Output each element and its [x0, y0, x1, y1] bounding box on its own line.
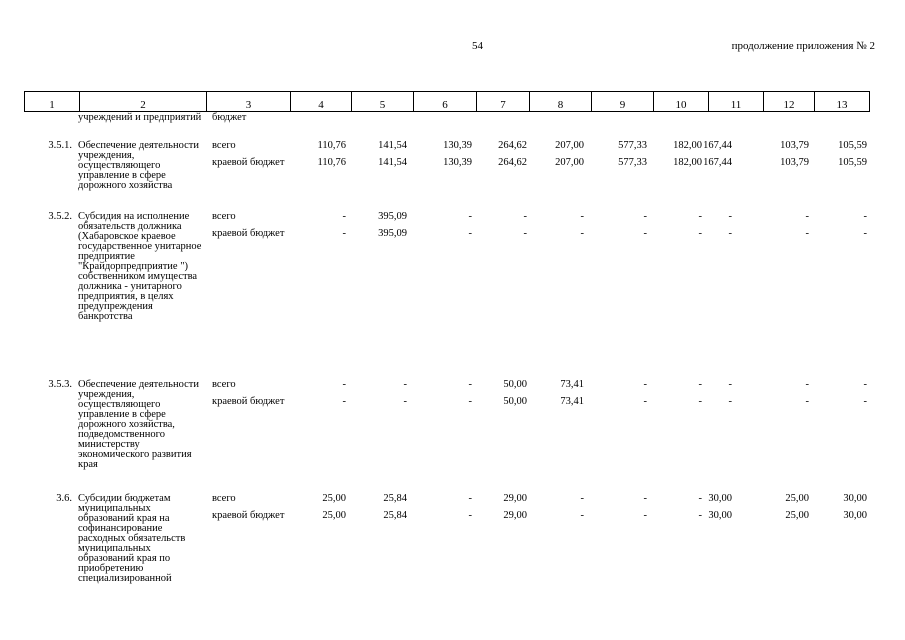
- value-cell: -: [698, 510, 702, 521]
- value-cell: 577,33: [618, 157, 647, 168]
- value-cell: 30,00: [843, 510, 867, 521]
- column-header: 13: [815, 92, 870, 112]
- column-header: 11: [709, 92, 764, 112]
- value-cell: 141,54: [378, 140, 407, 151]
- value-cell: -: [728, 211, 732, 222]
- value-cell: 141,54: [378, 157, 407, 168]
- value-cell: 264,62: [498, 140, 527, 151]
- value-cell: 103,79: [780, 140, 809, 151]
- value-cell: 29,00: [503, 493, 527, 504]
- value-cell: -: [468, 211, 472, 222]
- column-header: 8: [530, 92, 592, 112]
- value-cell: -: [342, 228, 346, 239]
- value-cell: -: [805, 379, 809, 390]
- column-header: 12: [764, 92, 815, 112]
- value-cell: 25,84: [383, 493, 407, 504]
- value-cell: -: [580, 493, 584, 504]
- value-cell: -: [643, 228, 647, 239]
- funding-source: всего: [212, 379, 236, 390]
- value-cell: 25,00: [322, 510, 346, 521]
- item-name: Обеспечение деятельности учреждения, осуществляющего управление в сфере дорожного хозяйства: [78, 140, 199, 191]
- value-cell: -: [805, 396, 809, 407]
- value-cell: -: [342, 379, 346, 390]
- funding-source: всего: [212, 140, 236, 151]
- value-cell: -: [643, 379, 647, 390]
- value-cell: -: [523, 228, 527, 239]
- value-cell: 167,44: [703, 157, 732, 168]
- value-cell: -: [468, 228, 472, 239]
- value-cell: -: [698, 396, 702, 407]
- column-header: 2: [80, 92, 207, 112]
- column-header: 9: [592, 92, 654, 112]
- value-cell: -: [342, 396, 346, 407]
- value-cell: 25,00: [322, 493, 346, 504]
- value-cell: 264,62: [498, 157, 527, 168]
- value-cell: 25,00: [785, 493, 809, 504]
- value-cell: -: [468, 379, 472, 390]
- value-cell: 182,00: [673, 140, 702, 151]
- page-number: 54: [472, 40, 483, 52]
- value-cell: 50,00: [503, 396, 527, 407]
- value-cell: 25,84: [383, 510, 407, 521]
- item-code: 3.5.1.: [48, 140, 72, 151]
- value-cell: 395,09: [378, 228, 407, 239]
- value-cell: 182,00: [673, 157, 702, 168]
- column-header: 5: [352, 92, 414, 112]
- value-cell: -: [523, 211, 527, 222]
- value-cell: -: [580, 228, 584, 239]
- value-cell: 110,76: [317, 140, 346, 151]
- value-cell: 30,00: [708, 493, 732, 504]
- value-cell: -: [468, 510, 472, 521]
- item-code: 3.5.3.: [48, 379, 72, 390]
- value-cell: 207,00: [555, 140, 584, 151]
- column-header: 6: [414, 92, 477, 112]
- column-header: 7: [477, 92, 530, 112]
- value-cell: 25,00: [785, 510, 809, 521]
- item-code: 3.6.: [56, 493, 72, 504]
- value-cell: -: [863, 228, 867, 239]
- value-cell: -: [403, 379, 407, 390]
- value-cell: 395,09: [378, 211, 407, 222]
- value-cell: 105,59: [838, 157, 867, 168]
- value-cell: 73,41: [560, 379, 584, 390]
- value-cell: 73,41: [560, 396, 584, 407]
- value-cell: -: [728, 379, 732, 390]
- value-cell: 167,44: [703, 140, 732, 151]
- value-cell: -: [805, 228, 809, 239]
- value-cell: 130,39: [443, 140, 472, 151]
- funding-source: всего: [212, 211, 236, 222]
- funding-source: краевой бюджет: [212, 396, 285, 407]
- value-cell: -: [863, 379, 867, 390]
- value-cell: 50,00: [503, 379, 527, 390]
- continuation-note: продолжение приложения № 2: [731, 40, 875, 52]
- item-name: Обеспечение деятельности учреждения, осуществляющего управление в сфере дорожного хозяйства, подведомственного министерству экономического развития края: [78, 379, 199, 470]
- funding-source: краевой бюджет: [212, 157, 285, 168]
- value-cell: -: [728, 228, 732, 239]
- column-header: 10: [654, 92, 709, 112]
- item-code: 3.5.2.: [48, 211, 72, 222]
- funding-source: краевой бюджет: [212, 228, 285, 239]
- value-cell: 105,59: [838, 140, 867, 151]
- item-name: Субсидии бюджетам муниципальных образований края на софинансирование расходных обязательств муниципальных образований края по приобретению специализированной: [78, 493, 186, 584]
- value-cell: 577,33: [618, 140, 647, 151]
- value-cell: -: [580, 510, 584, 521]
- column-header: 1: [25, 92, 80, 112]
- value-cell: 103,79: [780, 157, 809, 168]
- value-cell: -: [468, 493, 472, 504]
- funding-source: бюджет: [212, 112, 247, 123]
- value-cell: 29,00: [503, 510, 527, 521]
- value-cell: 30,00: [843, 493, 867, 504]
- item-name: Субсидия на исполнение обязательств должника (Хабаровское краевое государственное унитарное предприятие "Крайдорпредприятие ") собственником имущества должника - унитарного предприятия, в целях предупреждения банкротства: [78, 211, 202, 322]
- value-cell: -: [342, 211, 346, 222]
- value-cell: -: [698, 493, 702, 504]
- value-cell: -: [468, 396, 472, 407]
- value-cell: -: [698, 228, 702, 239]
- value-cell: -: [863, 396, 867, 407]
- value-cell: -: [698, 379, 702, 390]
- value-cell: -: [643, 396, 647, 407]
- column-header: 3: [207, 92, 291, 112]
- value-cell: -: [643, 493, 647, 504]
- value-cell: -: [728, 396, 732, 407]
- value-cell: 30,00: [708, 510, 732, 521]
- value-cell: -: [643, 510, 647, 521]
- value-cell: -: [805, 211, 809, 222]
- value-cell: -: [863, 211, 867, 222]
- value-cell: -: [643, 211, 647, 222]
- value-cell: 130,39: [443, 157, 472, 168]
- table-header: [24, 91, 870, 112]
- value-cell: -: [580, 211, 584, 222]
- value-cell: 207,00: [555, 157, 584, 168]
- value-cell: -: [403, 396, 407, 407]
- funding-source: всего: [212, 493, 236, 504]
- value-cell: 110,76: [317, 157, 346, 168]
- column-header: 4: [291, 92, 352, 112]
- value-cell: -: [698, 211, 702, 222]
- funding-source: краевой бюджет: [212, 510, 285, 521]
- item-name: учреждений и предприятий: [78, 112, 202, 123]
